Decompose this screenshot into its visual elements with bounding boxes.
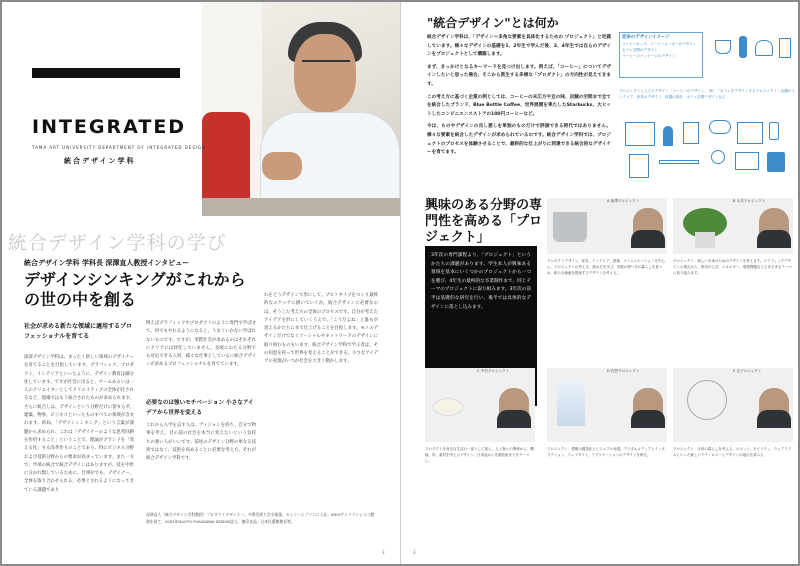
page-number-left: 3	[382, 550, 385, 555]
cafe-building-icon	[625, 122, 655, 146]
person-icon	[663, 126, 673, 146]
right-page	[400, 2, 798, 564]
right-page-title: "統合デザイン"とは何か	[427, 16, 559, 30]
body-paragraph: 統合デザイン学科は、「デザイン＝多角な要素を具体化するための プロジェクト」と定義しています。様々なデザインの基礎を1、2年生で学んだ後、3、4年生では自らのデザインをプロジェクトとして構築します。	[427, 35, 611, 58]
project-tag: B 永井プロジェクト	[733, 199, 766, 203]
interview-label: 統合デザイン学科 学科長 深澤直人教授インタビュー	[24, 259, 190, 267]
body-paragraph: まず、きっかけとなるキーワードを見つけ出します。例えば、「コーヒー」についてデザインしたいと思った場合、そこから派生する多様な「プロダクト」の方向性が見えてきます。	[427, 64, 611, 87]
right-page-body	[427, 34, 611, 194]
body-column-2: 例えばグラフィックやプロダクトのように専門で学ばせて、何でもやれるようになると、うまくいかない学ばれないものです。ですが、実際社会が求めるのはそれぞれにクリアには特化していません。多岐にわたる分野でも対応できる人材、様々な仕事としているに統合デザインが求めるプロフェッショナルを育てています。	[146, 321, 256, 368]
project-image	[547, 198, 667, 254]
chair-icon	[629, 154, 649, 178]
box-title: 従来のデザインイメージ	[622, 35, 670, 40]
project-image	[673, 368, 793, 442]
black-rule	[32, 68, 180, 78]
project-card-e	[673, 368, 793, 544]
professor-photo	[633, 388, 663, 426]
department-logo: INTEGRATED	[32, 116, 187, 138]
bag-icon	[767, 152, 785, 172]
project-text: プロダクトデザイン、家具、インテリア、建築、コミュニケーションを中心に、プロジェクトの考え方、進め方を学び、実際の使い手の暮らしを見つめ、新たな価値を提案するデザインを考える。	[547, 259, 665, 276]
project-image	[673, 198, 793, 254]
jar-icon	[779, 38, 791, 58]
box-line: コーヒーカップ、コーヒーメーカーのデザイン	[622, 42, 697, 46]
speech-bubble-icon	[709, 120, 731, 134]
project-text: プロジェクト：未来の暮らしを考える。ロボット、モビリティ、ウェアラブルといった新しいテクノロジーとデザインの融合を試みる。	[673, 447, 792, 458]
table-icon	[659, 160, 699, 164]
document-icon	[683, 122, 699, 144]
box-line: コーヒーのパッケージのデザイン	[622, 54, 676, 58]
light-icon	[711, 150, 725, 164]
body-column-1: 深澤デザイン学科は、まったく新しい領域のデザイナーを育てることを目指しています。グラフィック、プロダクト、インテリアといったように、デザイン教育は細分化しています。ですが社会に出ると、チームあるいは一人のクリエイターとしてクリエイティブの全体が任されるなど、現場ではもう統合されたものが求められます。さらに統合しは、デザインという分野だけに留まらず、建築、物事、ビジネスといったものすべての領域が含まれます。結局、「デザインシンキング」という言葉が課題から求められ、これは「デザイナーのような思考回路を作用すること」ということで、理論がブランドを「変える化」する改革作りのことであり、特にビジネス分野および技術分野からの要求が高まっています。また一方で、学部の統合で統合デザインはありますが、技を中世に分かれ類しているために、仕事がでも、デザイナー、全体を取り合わせられる、必要とされるようになってきている課題であり	[24, 355, 134, 493]
phone-icon	[769, 122, 779, 140]
professor-photo	[759, 388, 789, 426]
department-name-en: TAMA ART UNIVERSITY DEPARTMENT OF INTEGRATED DESIGN	[32, 145, 207, 150]
project-text: プロジェクト：新しい未来のためのデザインを考えます。グラフィックデザインの視点から、都市や公共、エネルギー、環境問題などさまざまなテーマに取り組みます。	[673, 259, 792, 276]
interview-photo	[202, 2, 400, 216]
project-image	[425, 368, 535, 442]
kettle-icon	[755, 40, 773, 56]
project-tag: C 中村プロジェクト	[477, 369, 510, 373]
bottle-icon	[739, 36, 747, 58]
subheading-2: 必要なのは強いモチベーション 小さなアイデアから世界を変える	[146, 400, 254, 416]
subheading-1: 社会が求める新たな領域に適用するプロフェッショナルを育てる	[24, 323, 133, 340]
project-card-c	[425, 368, 535, 544]
project-card-d	[547, 368, 667, 544]
body-paragraph: この考え方に基づく企業の例としては、コーヒーの末広方や豆の味、店舗の空間まで全てを統合したブランド、Blue Bottle Coffee、世界展開を果たしたStarbucks、大ヒットしたコンビニエンスストアの100円コーヒーなど。	[427, 94, 611, 117]
professor-photo	[633, 208, 663, 246]
project-description-box: 3年次の専門課程より、「プロジェクト」というかたちの課題があります。学生本人が興味ある領域を基本にいくつかのプロジェクトから一つを選び、4年生の最終的な卒業制作まで、同じテーマのプロジェクトに取り組みます。3年次の前半は基礎的な研究を行い、後半では具体的なデザインに落とし込みます。	[425, 246, 537, 406]
project-design-text: プロジェクトとしてのデザイン「コーヒーのデザイン」 例：「カフェをデザインするプロジェクト」店舗のインテリア、家具のデザイン、食器の設計、カフェ空間デザインなど	[619, 89, 796, 99]
article-headline: デザインシンキングがこれからの世の中を創る	[24, 270, 246, 309]
magazine-spread	[2, 2, 798, 564]
profile-caption: 深澤直人（統合デザイン学科教授）プロダクトデザイナー。多摩美術大学卒業後、セイコーエプソンに入社。IDEOサンフランシスコ勤務を経て、2003年NAOTO FUKASAWA DESIGN設立。無印良品、日本民藝館館長等。	[146, 512, 375, 524]
box-line: カフェ空間のデザイン	[622, 48, 658, 52]
project-text: プロダクトを身近な生活の一部として捉え、人と物との関係から、機能、形、素材を考えるデザイン。日用品から先端技術までをテーマに。	[425, 447, 534, 464]
project-image	[547, 368, 667, 442]
professor-photo	[759, 208, 789, 246]
project-card-b	[673, 198, 793, 310]
computer-icon	[735, 152, 759, 170]
traditional-design-box	[619, 32, 703, 78]
page-number-right: 3	[413, 550, 416, 555]
section-title: 統合デザイン学科の学び	[8, 232, 227, 254]
left-page	[2, 2, 400, 564]
body-paragraph: 今は、ものやデザインの良し悪しを単独のものだけで評価できる時代ではありません。様々な要素を統合したデザインが求められているのです。統合デザイン学科では、プロジェクトのプロセスを体験させることで、最終的な仕上がりに到達できる統合的なデザイナーを育てます。	[427, 124, 611, 156]
project-card-a	[547, 198, 667, 310]
project-tag: D 佐野プロジェクト	[607, 369, 640, 373]
body-column-3: れをどうデザインで形にして、プロトタイプをつくり最終的なスケッチに描いていくか。統合デザインに必要なのは、そうした考え方の全体のプロセスです。自分が考えたアイデアを形にしていくうえで、「こうだよね」と誰もが思えるかたちにまで仕上げることを目指します。モノのデザインだけでなくソーシャルやネットワークのデザインに取り組むものもいます。統合デザイン学科で学ぶ者は、その知恵を持って世界を変えることができる。小さなアイデアの実現がいつか社会を大きく動かします。	[264, 293, 378, 365]
cup-icon	[715, 40, 731, 54]
body-column-2b: これから入学を志す人は、ヴィジョンを持ち、自分で物事を考え、目の前の社会を本当に変えたいという気持ちの強い人がいいです。前述のデザイン分野の単なる技術ではなく、技術を高めることに必要な考え方、それが統合デザイン学科です。	[146, 423, 256, 462]
project-text: プロジェクト：情報の構造化とビジュアル表現。デジタルメディアとインタラクション、ウェブサイト、アプリケーションのデザインを研究。	[547, 447, 665, 458]
department-name-jp: 統合デザイン学科	[64, 157, 136, 165]
professor-photo	[499, 388, 529, 426]
project-section-title: 興味のある分野の専門性を高める「プロジェクト」	[425, 198, 543, 245]
project-tag: E 吉プロジェクト	[733, 369, 762, 373]
design-illustration	[619, 26, 797, 186]
shop-icon	[737, 122, 763, 144]
project-tag: A 深澤プロジェクト	[607, 199, 640, 203]
